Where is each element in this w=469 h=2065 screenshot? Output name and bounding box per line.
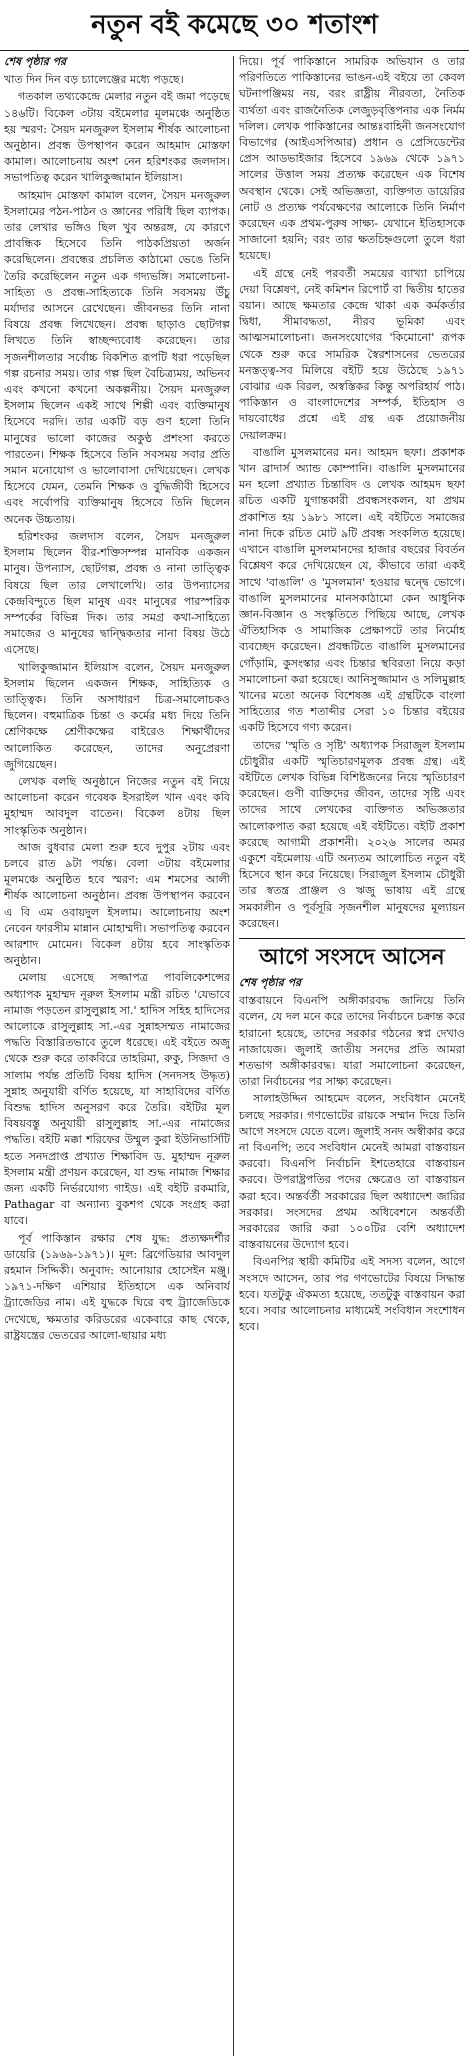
paragraph: এই গ্রন্থে নেই পরবর্তী সময়ের ব্যাখ্যা চাপিয়ে দেয়া বিশ্লেষণ, নেই কমিশন রিপোর্ট বা দ্বিতীয় হাতের বয়ান। আছে ক্ষমতার কেন্দ্রে থাকা এক কর্মকর্তার দ্বিধা, সীমাবদ্ধতা, নীরব ভূমিকা এবং আত্মসমালোচনা। জনসংযোগের 'কিমোনো' রূপক থেকে শুরু করে সামরিক স্বৈরশাসনের ভেতরের মনস্তত্ত্ব-সব মিলিয়ে বইটি হয়ে উঠেছে ১৯৭১ বোঝার এক বিরল, অস্বস্তিকর কিন্তু অপরিহার্য পাঠ। পাকিস্তান ও বাংলাদেশের সম্পর্ক, ইতিহাস ও দায়বোধের প্রশ্নে এই গ্রন্থ এক প্রয়োজনীয় দেয়ালক্রম। <box>239 266 465 442</box>
paragraph: তাদের 'স্মৃতি ও সৃষ্টি' অধ্যাপক সিরাজুল ইসলাম চৌধুরীর একটি স্মৃতিচারণমূলক প্রবন্ধ গ্রন্থ। এই বইটিতে লেখক বিভিন্ন বিশিষ্টজনের নিয়ে স্মৃতিচারণ করেছেন। গুণী ব্যক্তিদের জীবন, তাদের সৃষ্টি এবং তাদের সাথে লেখকের ব্যক্তিগত অভিজ্ঞতার আলোকপাত করা হয়েছে এই বইটিতে। বইটি প্রকাশ করেছে আগামী প্রকাশনী। ২০২৬ সালের অমর একুশে বইমেলায় এটি অন্যতম আলোচিত নতুন বই হিসেবে স্থান করে নিয়েছে। সিরাজুল ইসলাম চৌধুরী তার স্বতন্ত্র প্রাঞ্জল ও ঋজু ভাষায় এই গ্রন্থে সমকালীন ও পূর্বসূরি সৃজনশীল মানুষদের মূল্যায়ন করেছেন। <box>239 738 465 930</box>
paragraph: বাঙালি মুসলমানের মন। আহমদ ছফা। প্রকাশক খান ব্রাদার্স অ্যান্ড কোম্পানি। বাঙালি মুসলমানের মন হলো প্রখ্যাত চিন্তাবিদ ও লেখক আহমদ ছফা রচিত একটি যুগান্তকারী প্রবন্ধসংকলন, যা প্রথম প্রকাশিত হয় ১৯৮১ সালে। এই বইটিতে সমাজের নানা দিকে রচিত মোট ৯টি প্রবন্ধ সংকলিত হয়েছে। এখানে বাঙালি মুসলমানদের হাজার বছরের বিবর্তন বিশ্লেষণ করে দেখিয়েছেন যে, কীভাবে তারা একই সাথে 'বাঙালি' ও 'মুসলমান' হওয়ার দ্বন্দ্বে ভোগে। বাঙালি মুসলমানের মানসকাঠামো কেন আধুনিক জ্ঞান-বিজ্ঞান ও সংস্কৃতিতে পিছিয়ে আছে, লেখক ঐতিহাসিক ও সামাজিক প্রেক্ষাপটে তার নির্মোহ ব্যবচ্ছেদ করেছেন। প্রবন্ধটিতে বাঙালি মুসলমানের গোঁড়ামি, কুসংস্কার এবং চিন্তার স্থবিরতা নিয়ে কড়া সমালোচনা করা হয়েছে। আনিসুজ্জামান ও সলিমুল্লাহ খানের মতো অনেক বিশেষজ্ঞ এই গ্রন্থটিকে বাংলা সাহিত্যের গত শতাব্দীর সেরা ১০ চিন্তার বইয়ের একটি হিসেবে গণ্য করেন। <box>239 445 465 735</box>
paragraph: দিয়ে। পূর্ব পাকিস্তানে সামরিক অভিযান ও তার পরিণতিতে পাকিস্তানের ভাঙন-এই বইয়ে তা কেবল ঘটনাপঞ্জিময় নয়, বরং রাষ্ট্রীয় নীরবতা, নৈতিক ব্যর্থতা এবং রাজনৈতিক লেজুড়বৃত্তিপনার এক নির্মম দলিল। লেখক পাকিস্তানের আন্তঃবাহিনী জনসংযোগ বিভাগের (আইএসপিআর) প্রধান ও প্রেসিডেন্টের প্রেস আডভাইজার হিসেবে ১৯৬৯ থেকে ১৯৭১ সালের উত্তাল সময় প্রত্যক্ষ করেছেন এক বিশেষ অবস্থান থেকে। সেই অভিজ্ঞতা, ব্যক্তিগত ডায়েরির নোট ও প্রত্যক্ষ পর্যবেক্ষণের আলোকে তিনি নির্মাণ করেছেন এক প্রথম-পুরুষ সাক্ষ্য- যেখানে ইতিহাসকে সাজানো হয়নি; বরং তার ক্ষতচিহ্নগুলো তুলে ধরা হয়েছে। <box>239 55 465 263</box>
right-column <box>239 54 465 2060</box>
second-article <box>239 938 465 1335</box>
paragraph: মেলায় এসেছে সজ্জাপত্র পাবলিকেশন্সের অধ্যাপক মুহাম্মদ নূরুল ইসলাম মন্ত্রী রচিত 'যেভাবে নামাজ পড়তেন রাসুলুল্লাহ সা.' হাদিস সহিহ হাদিসের আলোকে রাসুলুল্লাহ সা.-এর সুন্নাহসম্মত নামাজের পদ্ধতি বিস্তারিতভাবে তুলে ধরেছে। এই বইতে অজু থেকে শুরু করে তাকবিরে তাহরিমা, রুকু, সিজদা ও সালাম পর্যন্ত প্রতিটি বিষয় হাদিস (সনদসহ উদ্ধৃত) সুন্নাহ অনুযায়ী বর্ণিত হয়েছে, যা সাহাবিদের বর্ণিত বিশুদ্ধ হাদিস অনুসরণ করে তৈরি। বইটির মূল বিষয়বস্তু অনুযায়ী রাসুলুল্লাহ সা.-এর নামাজের পদ্ধতি। বইটি মক্কা শরিফের উম্মুল কুরা ইউনিভার্সিটি হতে সনদপ্রাপ্ত প্রখ্যাত শিক্ষাবিদ ড. মুহাম্মদ নূরুল ইসলাম মন্ত্রী প্রণয়ন করেছেন, যা শুদ্ধ নামাজ শিক্ষার জন্য একটি নির্ভরযোগ্য গাইড। এই বইটি রকমারি, Pathagar বা অন্যান্য বুকশপ থেকে সংগ্রহ করা যাবে। <box>4 971 230 1228</box>
paragraph: গতকাল তথ্যকেন্দ্রে মেলার নতুন বই জমা পড়েছে ১৪৬টি। বিকেল ৩টায় বইমেলার মূলমঞ্চে অনুষ্ঠিত হয় স্মরণ: সৈয়দ মনজুরুল ইসলাম শীর্ষক আলোচনা অনুষ্ঠান। প্রবন্ধ উপস্থাপন করেন আহমাদ মোস্তফা কামাল। আলোচনায় অংশ নেন হরিশংকর জলদাস। সভাপতিত্ব করেন খালিকুজ্জামান ইলিয়াস। <box>4 90 230 185</box>
left-column <box>4 54 230 2054</box>
continued-label: শেষ পৃষ্ঠার পর <box>4 55 67 68</box>
paragraph: আহমাদ মোস্তফা কামাল বলেন, সৈয়দ মনজুরুল ইসলামের পঠন-পাঠন ও জ্ঞানের পরিধি ছিল ব্যাপক। তার লেখার ভঙ্গিও ছিল খুব অন্তরঙ্গ, যে কারণে প্রাবন্ধিক হিসেবে তিনি পাঠকপ্রিয়তা অর্জন করেছিলেন। প্রবন্ধের প্রচলিত কাঠামো ভেঙে তিনি তৈরি করেছিলেন নতুন এক গদ্যভঙ্গি। সমালোচনা-সাহিত্য ও প্রবন্ধ-সাহিত্যকে তিনি সবসময় উঁচু মর্যাদার আসনে রেখেছেন। জীবনভর তিনি নানা বিষয়ে প্রবন্ধ লিখেছেন। প্রবন্ধ ছাড়াও ছোটগল্প লিখতে তিনি স্বাচ্ছন্দ্যবোধ করেছেন। তার সৃজনশীলতার সর্বোচ্চ বিকশিত রূপটি ধরা পড়েছিল গল্প রচনার সময়। তার গল্প ছিল বৈচিত্র্যময়, অভিনব এবং কখনো কখনো অকল্পনীয়। সৈয়দ মনজুরুল ইসলাম ছিলেন একই সাথে শিল্পী এবং ব্যক্তিমানুষ হিসেবে দরদি। তার একটি বড় গুণ হলো তিনি মানুষের ভালো কাজের অকুণ্ঠ প্রশংসা করতে পারতেন। শিক্ষক হিসেবে তিনি সবসময় সবার প্রতি সমান মনোযোগ ও ভালোবাসা দেখিয়েছেন। লেখক হিসেবে যেমন, তেমনি শিক্ষক ও বুদ্ধিজীবী হিসেবে এবং সর্বোপরি ব্যক্তিমানুষ হিসেবে তিনি ছিলেন অনেক উচ্চতায়। <box>4 188 230 526</box>
paragraph: খাত দিন দিন বড় চ্যালেঞ্জের মধ্যে পড়ছে। <box>4 73 184 87</box>
paragraph: লেখক বলছি অনুষ্ঠানে নিজের নতুন বই নিয়ে আলোচনা করেন গবেষক ইসরাইল খান এবং কবি মুহাম্মদ আবদুল বাতেন। বিকেল ৪টায় ছিল সাংস্কৃতিক অনুষ্ঠান। <box>4 774 230 837</box>
subheadline: আগে সংসদে আসেন <box>259 944 445 970</box>
paragraph: বাস্তবায়নে বিএনপি অঙ্গীকারবদ্ধ জানিয়ে তিনি বলেন, যে দল মনে করে তাদের নির্বাচনে চক্রান্ত করে হারানো হয়েছে, তাদের সরকার গঠনের স্বপ্ন দেখাও নাজায়েজ। জুলাই জাতীয় সনদের প্রতি আমরা শতভাগ অঙ্গীকারবদ্ধ। যারা সমালোচনা করেছেন, তারা নির্বাচনের পর সাক্ষ্য করেছেন। <box>239 994 465 1089</box>
continued-label: শেষ পৃষ্ঠার পর <box>239 975 302 989</box>
paragraph: আজ বুধবার মেলা শুরু হবে দুপুর ২টায় এবং চলবে রাত ৯টা পর্যন্ত। বেলা ৩টায় বইমেলার মূলমঞ্চে অনুষ্ঠিত হবে স্মরণ: এম শমসের আলী শীর্ষক আলোচনা অনুষ্ঠান। প্রবন্ধ উপস্থাপন করবেন এ বি এম ওবায়দুল ইসলাম। আলোচনায় অংশ নেবেন ফারসীম মান্নান মোহাম্মদী। সভাপতিত্ব করবেন আরশাদ মোমেন। বিকেল ৪টায় হবে সাংস্কৃতিক অনুষ্ঠান। <box>4 840 230 968</box>
paragraph: সালাহউদ্দিন আহমেদ বলেন, সংবিধান মেনেই চলছে সরকার। গণভোটের রায়কে সম্মান দিয়ে তিনি আগে সংসদে যেতে বলে। জুলাই সনদ অস্বীকার করে না বিএনপি; তবে সংবিধান মেনেই আমরা বাস্তবায়ন করবো। বিএনপি নির্বাচনি ইশতেহারে বাস্তবায়ন করবে। উপরাষ্ট্রপতির পদের ক্ষেত্রেও তা বাস্তবায়ন করা হবে। অন্তর্বর্তী সরকারের ছিল অধ্যাদেশ জারির সরকার। সংসদের প্রথম অধিবেশনে অন্তর্বর্তী সরকারের জারি করা ১০০টির বেশি অধ্যাদেশ বাস্তবায়নের উদ্যোগ হবে। <box>239 1092 465 1252</box>
headline: নতুন বই কমেছে ৩০ শতাংশ <box>0 0 469 51</box>
paragraph: খালিকুজ্জামান ইলিয়াস বলেন, সৈয়দ মনজুরুল ইসলাম ছিলেন একজন শিক্ষক, সাহিত্যিক ও তাত্ত্বিক। তিনি অসাধারণ চিত্র-সমালোচকও ছিলেন। বহুমাত্রিক চিন্তা ও কর্মের মধ্য দিয়ে তিনি শ্রেণিকক্ষে শ্রেণীকক্ষের বাইরেও শিক্ষার্থীদের আলোকিত করেছেন, তাদের অনুপ্রেরণা জুগিয়েছেন। <box>4 660 230 771</box>
column-divider <box>233 56 234 2056</box>
paragraph: বিএনপির স্থায়ী কমিটির এই সদস্য বলেন, আগে সংসদে আসেন, তার পর গণভোটের বিষয়ে সিদ্ধান্ত হবে। যতটুকু ঐকমত্য হয়েছে, ততটুকু বাস্তবায়ন করা হবে। সবার আলোচনার মাধ্যমেই সংবিধান সংশোধন হবে। <box>239 1255 465 1334</box>
paragraph: হরিশংকর জলদাস বলেন, সৈয়দ মনজুরুল ইসলাম ছিলেন বীর-শক্তিসম্পন্ন মানবিক একজন মানুষ। উপন্যাস, ছোটগল্প, প্রবন্ধ ও নানা তাত্ত্বিক বিষয়ে ছিল তার লেখালেখি। তার উপন্যাসের কেন্দ্রবিন্দুতে ছিল মানুষ এবং মানুষের পারস্পরিক সম্পর্কের বিভিন্ন দিক। তার সমগ্র কথা-সাহিত্যে সমাজের ও মানুষের দ্বান্দ্বিকতার নানা বিষয় উঠে এসেছে। <box>4 529 230 657</box>
paragraph: পূর্ব পাকিস্তান রক্ষার শেষ যুদ্ধ: প্রত্যক্ষদর্শীর ডায়েরি (১৯৬৯-১৯৭১)। মূল: ব্রিগেডিয়ার আবদুল রহমান সিদ্দিকী। অনুবাদ: আনোয়ার হোসেইন মঞ্জু। ১৯৭১-দক্ষিণ এশিয়ার ইতিহাসে এক অনিবার্য ট্র্যাজেডির নাম। এই যুদ্ধকে ঘিরে বহু ট্র্যাজেডিকে দেখেছে, ক্ষমতার করিডরের একেবারে কাছ থেকে, রাষ্ট্রযন্ত্রের ভেতরের আলো-ছায়ার মধ্য <box>4 1231 230 1342</box>
